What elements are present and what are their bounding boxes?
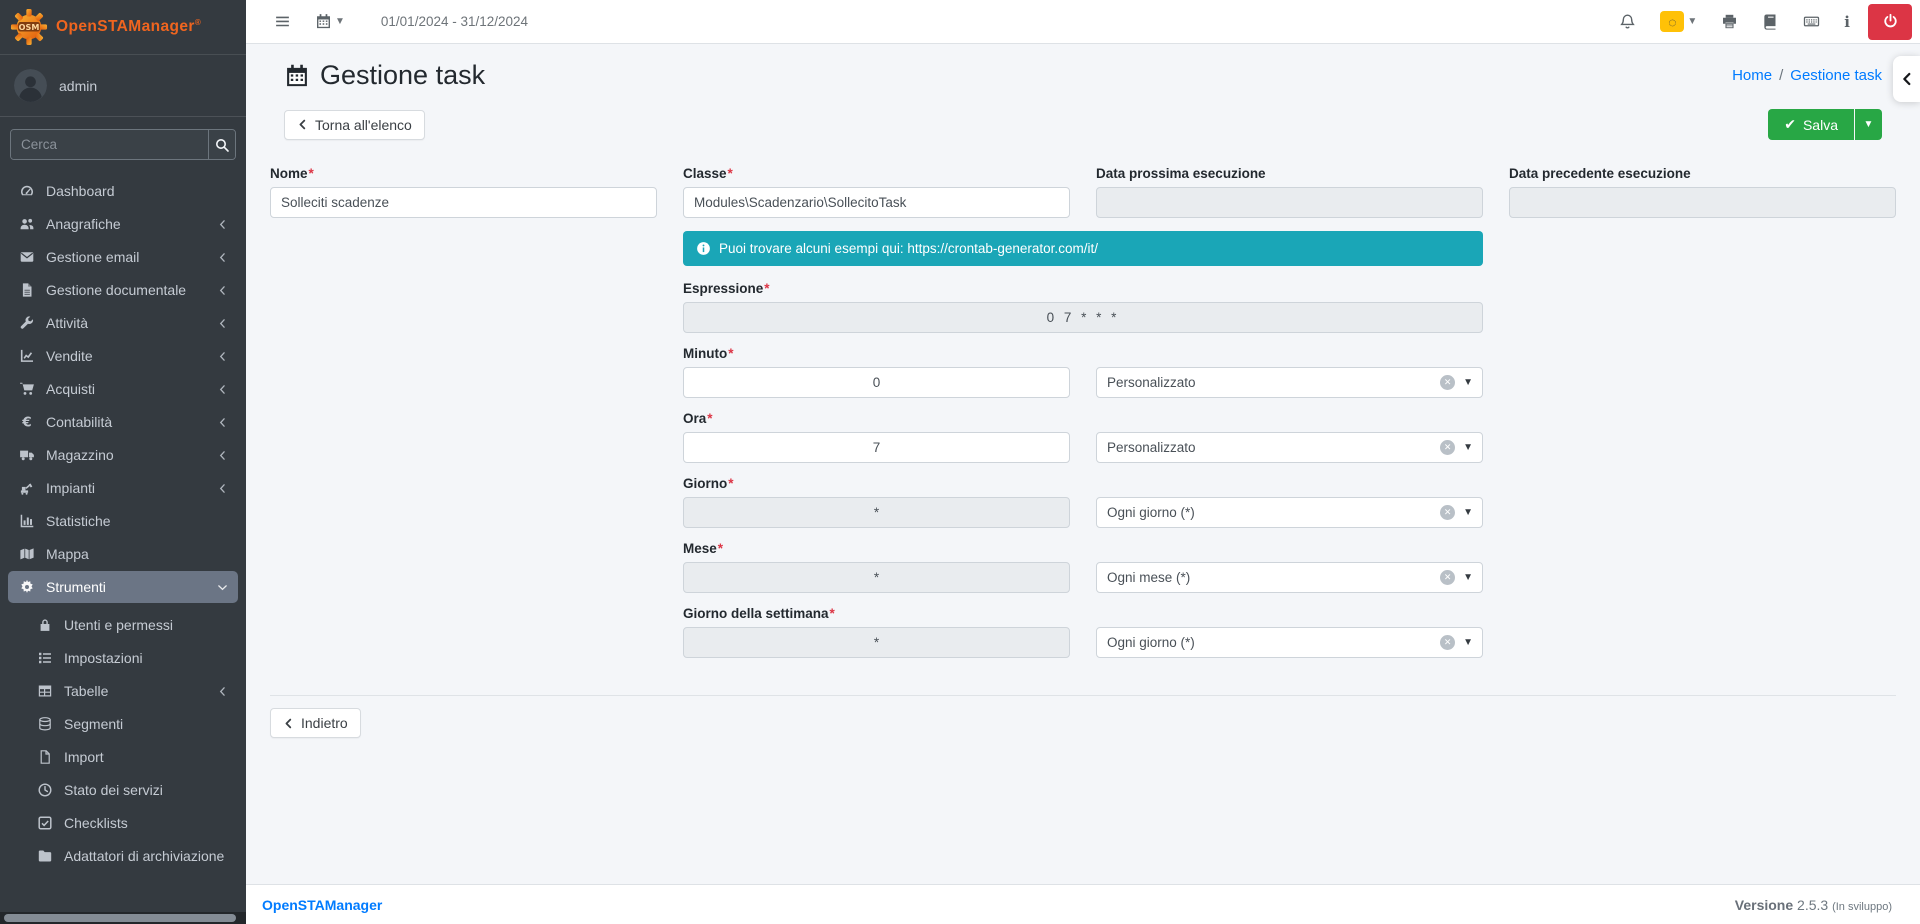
top-navbar	[246, 0, 1920, 44]
envelope-icon	[16, 249, 37, 265]
check-icon: ✔	[1784, 116, 1796, 132]
caret-down-icon: ▼	[1687, 16, 1698, 27]
sidebar-item-magazzino[interactable]	[8, 439, 238, 471]
shortcuts-button[interactable]	[1793, 7, 1830, 36]
field-data-precedente	[1509, 166, 1896, 218]
sidebar-item-label: Segmenti	[64, 716, 124, 732]
file-lines-icon	[16, 282, 37, 298]
clear-icon[interactable]: ✕	[1440, 440, 1455, 455]
field-giorno	[683, 476, 1070, 528]
chevron-left-icon	[216, 350, 230, 363]
print-button[interactable]	[1711, 7, 1748, 36]
sidebar-item-label: Magazzino	[46, 447, 114, 463]
sidebar-item-mappa[interactable]	[8, 538, 238, 570]
users-icon	[16, 216, 37, 232]
lock-icon	[34, 617, 55, 633]
osm-logo-icon	[10, 8, 48, 46]
data-precedente-label: Data precedente esecuzione	[1509, 166, 1691, 181]
sidebar-item-dashboard[interactable]	[8, 175, 238, 207]
spinner-badge	[1660, 11, 1684, 32]
sidebar-item-adattatori-di-archiviazione[interactable]	[8, 840, 238, 872]
power-icon	[1882, 13, 1899, 30]
required-asterisk: *	[717, 541, 724, 556]
page-title: Gestione task	[284, 60, 485, 91]
chevron-left-icon	[216, 317, 230, 330]
table-icon	[34, 683, 55, 699]
nome-input[interactable]	[270, 187, 657, 218]
sidebar-search	[10, 129, 236, 160]
form-row-minuto	[270, 346, 1896, 411]
breadcrumb-current-link[interactable]: Gestione task	[1790, 67, 1882, 84]
brand-name: OpenSTAManager®	[56, 17, 202, 36]
side-panel-toggle[interactable]	[1893, 56, 1920, 102]
giorno-label: Giorno*	[683, 476, 734, 491]
sidebar-item-label: Dashboard	[46, 183, 115, 199]
sidebar-item-label: Impostazioni	[64, 650, 143, 666]
book-icon	[1762, 13, 1779, 30]
sidebar-item-checklists[interactable]	[8, 807, 238, 839]
sidebar-scrollbar-thumb[interactable]	[4, 914, 236, 922]
brand-link[interactable]	[0, 0, 246, 55]
required-asterisk: *	[727, 166, 733, 181]
nome-label: Nome*	[270, 166, 314, 181]
sidebar-item-label: Tabelle	[64, 683, 109, 699]
info-circle-icon	[696, 241, 711, 256]
sidebar-item-tabelle[interactable]	[8, 675, 238, 707]
calendar-icon	[284, 63, 310, 89]
sidebar-menu	[0, 170, 246, 603]
form-row-ora	[270, 411, 1896, 476]
sidebar-item-label: Contabilità	[46, 414, 113, 430]
giorno-settimana-select-label	[1096, 606, 1483, 621]
ora-input[interactable]	[683, 432, 1070, 463]
sidebar-item-label: Checklists	[64, 815, 128, 831]
giorno-settimana-label: Giorno della settimana*	[683, 606, 835, 621]
chevron-left-icon	[297, 118, 308, 131]
user-panel[interactable]	[0, 55, 246, 117]
chevron-down-icon	[216, 581, 230, 594]
truck-icon	[16, 447, 37, 463]
minuto-select-label	[1096, 346, 1483, 361]
search-input[interactable]	[11, 130, 208, 159]
alert-text: Puoi trovare alcuni esempi qui: https://crontab-generator.com/it/	[719, 241, 1098, 256]
info-button[interactable]	[1834, 7, 1860, 37]
updates-dropdown-button[interactable]	[1650, 5, 1707, 38]
task-form	[270, 140, 1896, 738]
sidebar-toggle-button[interactable]	[264, 7, 301, 36]
field-mese-select	[1096, 541, 1483, 593]
mese-input	[683, 562, 1070, 593]
cart-icon	[16, 381, 37, 397]
giorno-input	[683, 497, 1070, 528]
save-label: Salva	[1802, 116, 1838, 133]
map-icon	[16, 546, 37, 562]
sidebar-item-label: Stato dei servizi	[64, 782, 163, 798]
chevron-left-icon	[216, 482, 230, 495]
field-data-prossima	[1096, 166, 1483, 218]
form-row-giorno-settimana	[270, 606, 1896, 671]
classe-label: Classe*	[683, 166, 733, 181]
sidebar-item-label: Anagrafiche	[46, 216, 121, 232]
sidebar-item-label: Gestione email	[46, 249, 140, 265]
file-icon	[34, 749, 55, 765]
plant-machine-icon	[16, 480, 37, 496]
sidebar-item-impianti[interactable]	[8, 472, 238, 504]
field-classe	[683, 166, 1070, 218]
folder-icon	[34, 848, 55, 864]
sidebar-item-statistiche[interactable]	[8, 505, 238, 537]
field-giorno-settimana	[683, 606, 1070, 658]
info-icon: i	[1844, 12, 1850, 31]
field-espressione	[683, 281, 1483, 333]
field-mese	[683, 541, 1070, 593]
chevron-left-icon	[216, 284, 230, 297]
check-square-icon	[34, 815, 55, 831]
bar-chart-icon	[16, 513, 37, 529]
sidebar-scrollbar-track	[0, 912, 246, 924]
field-giorno-settimana-select	[1096, 606, 1483, 658]
toolbar	[270, 97, 1896, 140]
save-button-group	[1768, 109, 1882, 140]
sidebar-item-label: Attività	[46, 315, 89, 331]
sidebar-item-label: Acquisti	[46, 381, 96, 397]
content	[246, 44, 1920, 884]
breadcrumb-home-link[interactable]: Home	[1732, 67, 1773, 84]
form-row-alert	[270, 231, 1896, 281]
sidebar-item-segmenti[interactable]	[8, 708, 238, 740]
notifications-button[interactable]	[1609, 7, 1646, 36]
espressione-input	[683, 302, 1483, 333]
clear-icon[interactable]: ✕	[1440, 570, 1455, 585]
save-button[interactable]	[1768, 109, 1854, 140]
chevron-left-icon	[216, 416, 230, 429]
circle-notch-icon: ◌	[1668, 13, 1677, 30]
user-name: admin	[59, 77, 98, 94]
form-row-giorno	[270, 476, 1896, 541]
sidebar-item-strumenti[interactable]	[8, 571, 238, 603]
date-range[interactable]: 01/01/2024 - 31/12/2024	[380, 14, 529, 29]
chevron-left-icon	[216, 383, 230, 396]
sidebar-submenu-strumenti	[0, 604, 246, 872]
save-dropdown-toggle[interactable]	[1855, 109, 1882, 140]
form-row-espressione	[270, 281, 1896, 346]
database-icon	[34, 716, 55, 732]
sidebar-item-label: Gestione documentale	[46, 282, 187, 298]
required-asterisk: *	[308, 166, 314, 181]
breadcrumb	[1732, 67, 1882, 84]
footer-brand-link[interactable]: OpenSTAManager	[262, 896, 383, 913]
avatar	[14, 69, 47, 102]
version-info: Versione 2.5.3 (In sviluppo)	[1734, 896, 1892, 913]
sidebar-item-attivita[interactable]	[8, 307, 238, 339]
ora-select-label	[1096, 411, 1483, 426]
back-label: Indietro	[301, 715, 348, 731]
mese-select[interactable]: Ogni mese (*) ✕ ▼	[1096, 562, 1483, 593]
clear-icon[interactable]: ✕	[1440, 375, 1455, 390]
docs-button[interactable]	[1752, 7, 1789, 36]
hamburger-icon	[274, 13, 291, 30]
sidebar-item-label: Vendite	[46, 348, 93, 364]
chevron-left-icon	[1900, 72, 1914, 86]
content-header	[270, 44, 1896, 97]
giorno-select-label	[1096, 476, 1483, 491]
minuto-input[interactable]	[683, 367, 1070, 398]
chart-line-icon	[16, 348, 37, 364]
euro-icon	[16, 414, 37, 430]
field-minuto-select	[1096, 346, 1483, 398]
sidebar-item-impostazioni[interactable]	[8, 642, 238, 674]
data-prossima-label: Data prossima esecuzione	[1096, 166, 1266, 181]
chevron-left-icon	[216, 218, 230, 231]
sidebar-item-gestione-email[interactable]	[8, 241, 238, 273]
caret-down-icon: ▼	[1463, 442, 1473, 453]
chevron-left-icon	[216, 685, 230, 698]
field-ora	[683, 411, 1070, 463]
form-row-1	[270, 166, 1896, 231]
sidebar-item-stato-dei-servizi[interactable]	[8, 774, 238, 806]
tachometer-icon	[16, 183, 37, 199]
list-icon	[34, 650, 55, 666]
ora-label: Ora*	[683, 411, 713, 426]
search-icon	[214, 137, 230, 153]
sidebar-item-import[interactable]	[8, 741, 238, 773]
sidebar-item-label: Strumenti	[46, 579, 106, 595]
sidebar-item-label: Import	[64, 749, 104, 765]
sidebar-item-label: Mappa	[46, 546, 89, 562]
chevron-left-icon	[216, 251, 230, 264]
back-to-list-button[interactable]	[284, 110, 425, 140]
sidebar-item-label: Adattatori di archiviazione	[64, 848, 225, 864]
svg-text:€: €	[21, 414, 32, 430]
giorno-settimana-select[interactable]: Ogni giorno (*) ✕ ▼	[1096, 627, 1483, 658]
chevron-left-icon	[283, 717, 294, 730]
clock-icon	[34, 782, 55, 798]
back-to-list-label: Torna all'elenco	[315, 116, 412, 133]
sidebar	[0, 0, 246, 924]
crontab-hint-alert	[683, 231, 1483, 266]
mese-select-label	[1096, 541, 1483, 556]
sidebar-item-acquisti[interactable]	[8, 373, 238, 405]
back-button[interactable]	[270, 708, 361, 738]
caret-down-icon: ▼	[1463, 377, 1473, 388]
chevron-left-icon	[216, 449, 230, 462]
clear-icon[interactable]: ✕	[1440, 635, 1455, 650]
breadcrumb-separator: /	[1779, 67, 1784, 84]
svg-text:OSM: OSM	[18, 22, 40, 32]
caret-down-icon: ▼	[1463, 637, 1473, 648]
required-asterisk: *	[728, 346, 734, 361]
caret-down-icon: ▼	[1863, 119, 1874, 130]
sidebar-item-utenti-e-permessi[interactable]	[8, 609, 238, 641]
field-giorno-select	[1096, 476, 1483, 528]
sidebar-item-label: Utenti e permessi	[64, 617, 173, 633]
espressione-label: Espressione*	[683, 281, 770, 296]
main-column	[246, 0, 1920, 924]
giorno-settimana-input	[683, 627, 1070, 658]
caret-down-icon: ▼	[335, 16, 345, 27]
field-minuto	[683, 346, 1070, 398]
bell-icon	[1619, 13, 1636, 30]
gear-icon	[16, 579, 37, 595]
search-button[interactable]	[208, 130, 235, 159]
required-asterisk: *	[707, 411, 713, 426]
footer	[246, 884, 1920, 924]
required-asterisk: *	[764, 281, 770, 296]
sidebar-item-label: Statistiche	[46, 513, 111, 529]
wrench-icon	[16, 315, 37, 331]
calendar-icon	[315, 13, 332, 30]
registered-mark: ®	[194, 17, 202, 27]
required-asterisk: *	[829, 606, 835, 621]
giorno-select[interactable]: Ogni giorno (*) ✕ ▼	[1096, 497, 1483, 528]
caret-down-icon: ▼	[1463, 572, 1473, 583]
caret-down-icon: ▼	[1463, 507, 1473, 518]
bottom-divider	[270, 695, 1896, 696]
keyboard-icon	[1803, 13, 1820, 30]
printer-icon	[1721, 13, 1738, 30]
sidebar-item-gestione-documentale[interactable]	[8, 274, 238, 306]
required-asterisk: *	[728, 476, 734, 491]
clear-icon[interactable]: ✕	[1440, 505, 1455, 520]
data-prossima-input	[1096, 187, 1483, 218]
minuto-label: Minuto*	[683, 346, 734, 361]
minuto-select[interactable]: Personalizzato ✕ ▼	[1096, 367, 1483, 398]
field-ora-select	[1096, 411, 1483, 463]
field-nome	[270, 166, 657, 218]
data-precedente-input	[1509, 187, 1896, 218]
ora-select[interactable]: Personalizzato ✕ ▼	[1096, 432, 1483, 463]
sidebar-item-vendite[interactable]	[8, 340, 238, 372]
classe-input[interactable]	[683, 187, 1070, 218]
sidebar-item-contabilita[interactable]	[8, 406, 238, 438]
sidebar-item-anagrafiche[interactable]	[8, 208, 238, 240]
sidebar-item-label: Impianti	[46, 480, 96, 496]
form-row-mese	[270, 541, 1896, 606]
logout-button[interactable]	[1868, 4, 1912, 40]
mese-label: Mese*	[683, 541, 724, 556]
period-picker-button[interactable]	[305, 7, 355, 36]
